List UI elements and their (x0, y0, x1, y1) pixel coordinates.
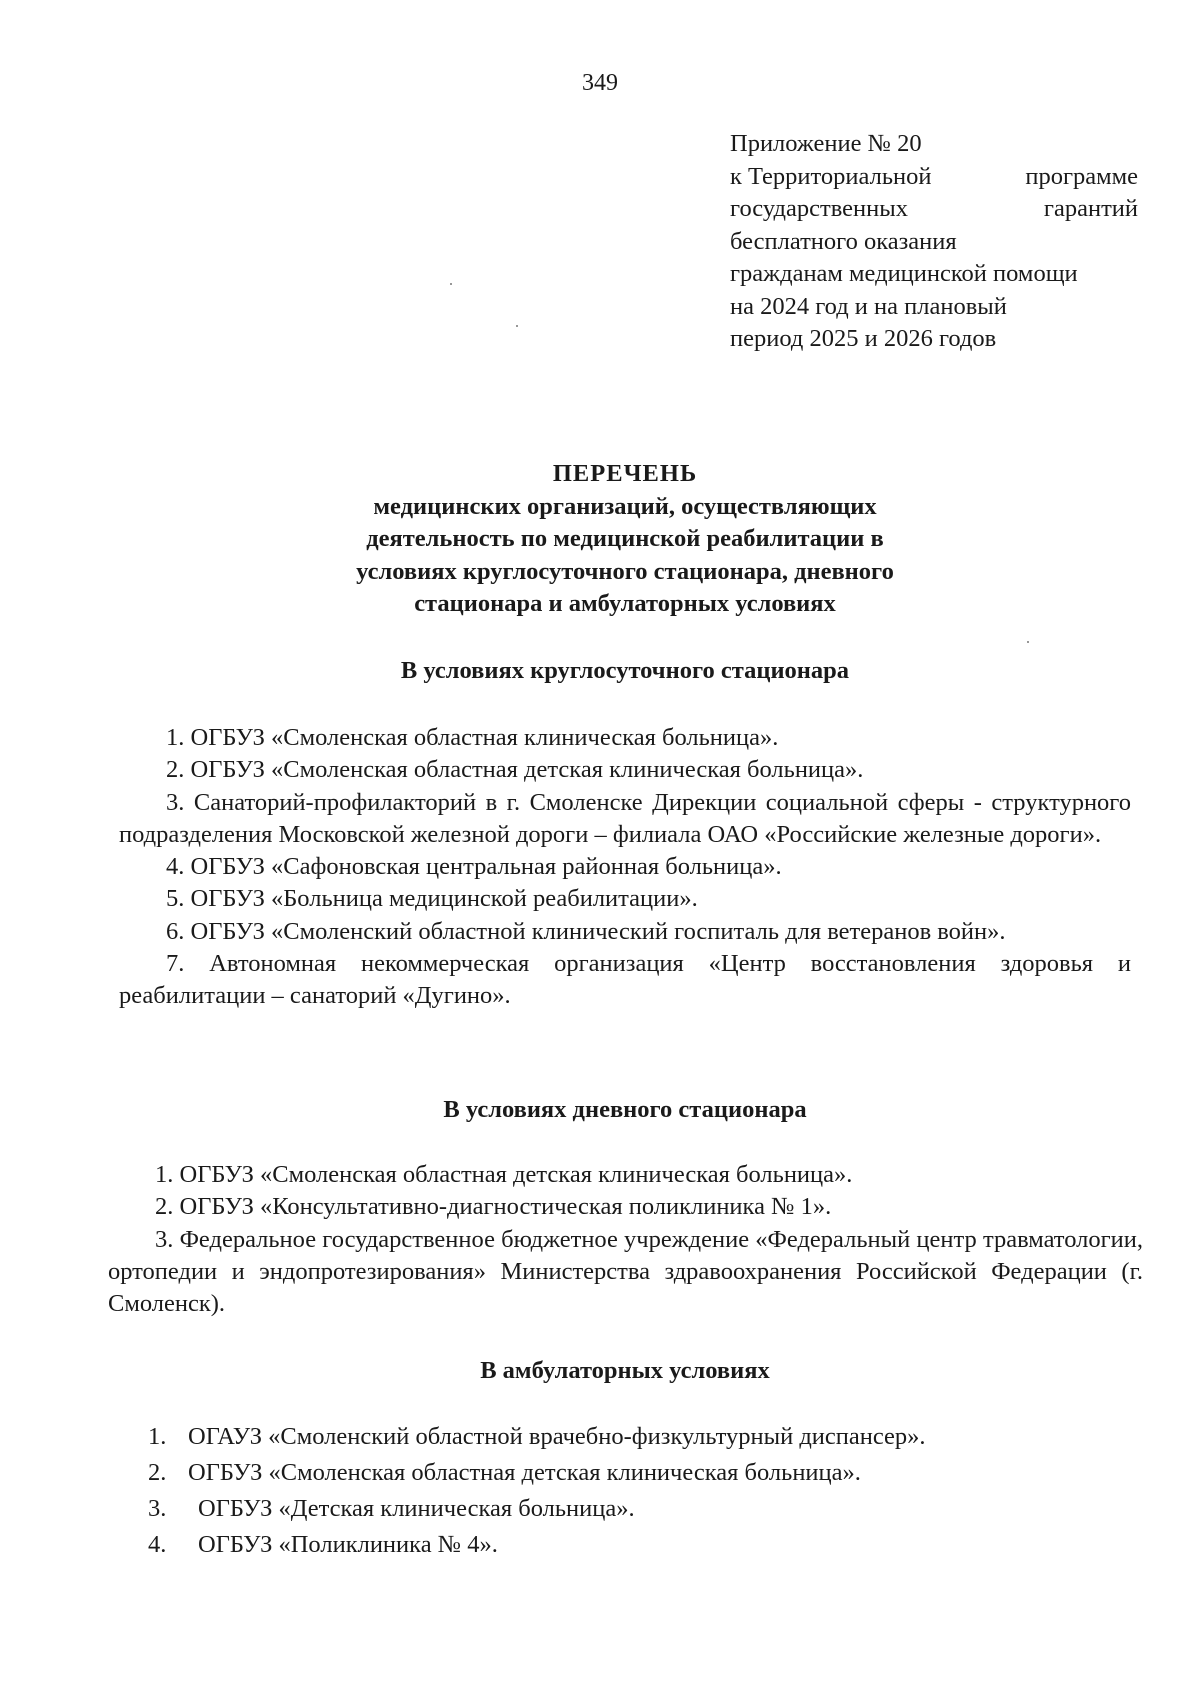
list-item: 4. ОГБУЗ «Сафоновская центральная районная больница». (166, 853, 782, 881)
appendix-line: на 2024 год и на плановый (730, 292, 1007, 320)
appendix-line (730, 193, 1138, 226)
list-item: 6. ОГБУЗ «Смоленский областной клинический госпиталь для ветеранов войн». (166, 917, 1006, 945)
scan-speck (1027, 641, 1029, 643)
scan-speck (516, 325, 518, 327)
day-hospital-list (108, 1159, 1143, 1320)
appendix-line: Приложение № 20 (730, 130, 922, 157)
list-item-text: ОГБУЗ «Детская клиническая больница». (198, 1495, 635, 1522)
list-item (148, 1527, 1133, 1563)
list-item-number: 2. (148, 1459, 167, 1486)
appendix-line (730, 161, 1138, 194)
document-title (0, 458, 1200, 621)
list-item: 1. ОГБУЗ «Смоленская областная клиническая больница». (166, 724, 779, 751)
appendix-line: период 2025 и 2026 годов (730, 325, 997, 352)
appendix-line: гражданам медицинской помощи (730, 260, 1078, 287)
list-item: 3. Санаторий-профилакторий в г. Смоленске Дирекции социальной сферы - структурного подразделения Московской железной дороги – филиала ОАО «Российские железные дороги». (119, 788, 1131, 848)
appendix-word: программе (1025, 162, 1138, 190)
list-item (148, 1419, 1133, 1455)
document-title-main: ПЕРЕЧЕНЬ (552, 460, 698, 487)
document-title-line: условиях круглосуточного стационара, дневного (356, 557, 894, 585)
appendix-word: гарантий (1043, 195, 1138, 222)
list-item-number: 1. (148, 1423, 167, 1450)
appendix-line: бесплатного оказания (730, 227, 957, 255)
list-item: 7. Автономная некоммерческая организация «Центр восстановления здоровья и реабилитации – санаторий «Дугино». (119, 950, 1131, 1010)
document-title-line: деятельность по медицинской реабилитации в (366, 525, 884, 552)
list-item-text: ОГАУЗ «Смоленский областной врачебно-физкультурный диспансер». (188, 1423, 926, 1450)
list-item: 2. ОГБУЗ «Консультативно-диагностическая поликлиника № 1». (155, 1193, 832, 1221)
outpatient-list (148, 1419, 1133, 1563)
list-item: 5. ОГБУЗ «Больница медицинской реабилитации». (166, 885, 698, 913)
list-item-text: ОГБУЗ «Поликлиника № 4». (198, 1531, 498, 1558)
page-number: 349 (582, 70, 618, 96)
appendix-note (730, 128, 1138, 356)
scan-speck (450, 283, 452, 285)
list-item: 2. ОГБУЗ «Смоленская областная детская клиническая больница». (166, 756, 864, 784)
appendix-word: государственных (730, 195, 908, 222)
appendix-word: к Территориальной (730, 162, 932, 190)
list-item (148, 1455, 1133, 1491)
document-title-line: медицинских организаций, осуществляющих (373, 492, 877, 520)
inpatient-list (119, 722, 1131, 1013)
list-item: 3. Федеральное государственное бюджетное учреждение «Федеральный центр травматологии, ортопедии и эндопротезирования» Министерства здравоохранения Российской Федерации (г. Смоленск). (108, 1225, 1143, 1318)
list-item-number: 4. (148, 1531, 167, 1558)
list-item-number: 3. (148, 1495, 167, 1522)
list-item: 1. ОГБУЗ «Смоленская областная детская клиническая больница». (155, 1161, 853, 1188)
section-heading-day-hospital: В условиях дневного стационара (443, 1096, 807, 1123)
list-item (148, 1491, 1133, 1527)
section-heading-inpatient: В условиях круглосуточного стационара (400, 657, 850, 684)
list-item-text: ОГБУЗ «Смоленская областная детская клиническая больница». (188, 1459, 861, 1486)
document-title-line: стационара и амбулаторных условиях (414, 590, 836, 617)
section-heading-outpatient: В амбулаторных условиях (480, 1357, 770, 1384)
